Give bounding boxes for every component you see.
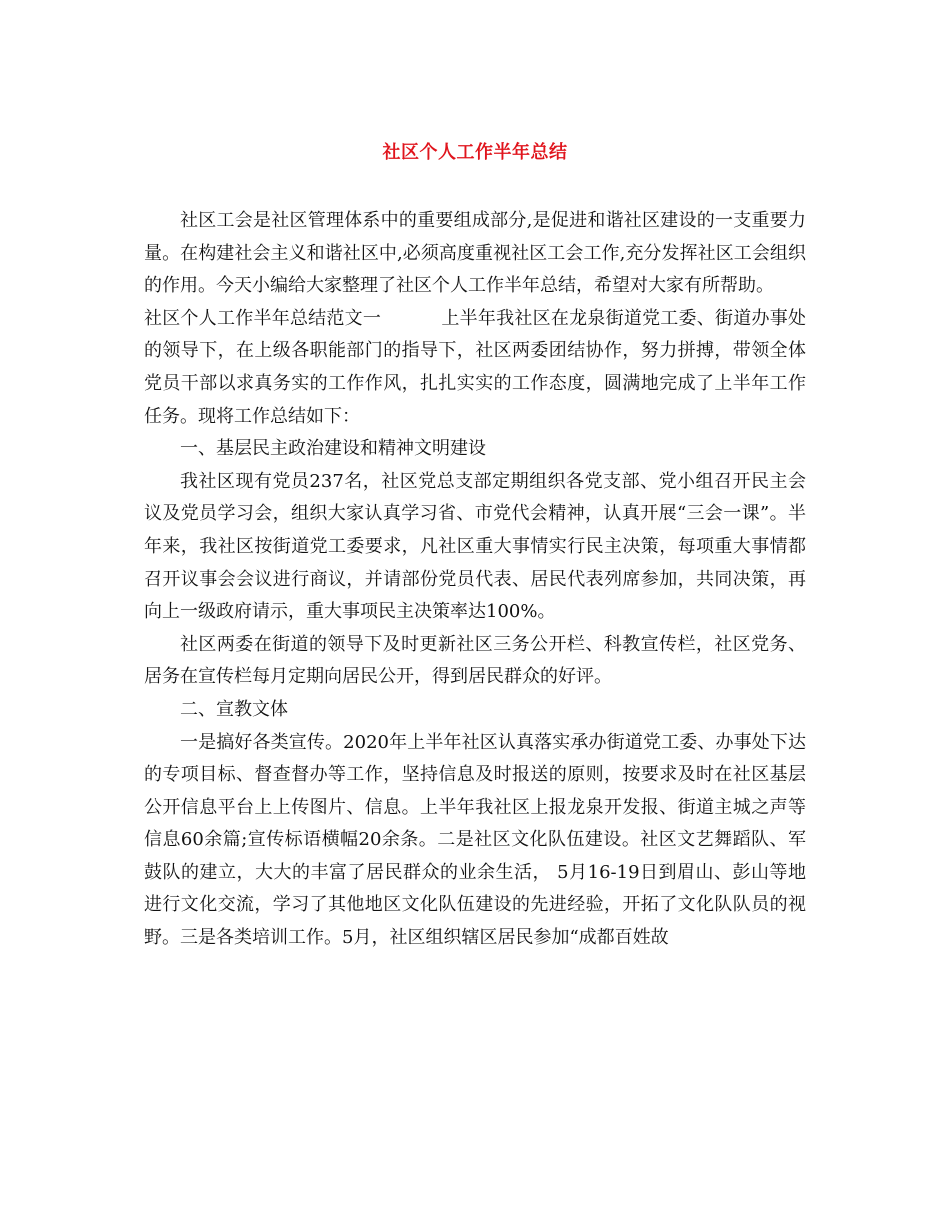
section1-heading: 一、基层民主政治建设和精神文明建设	[180, 438, 486, 460]
sample-heading: 社区个人工作半年总结范文一	[144, 307, 382, 329]
sample-paragraph	[144, 303, 806, 433]
section1-paragraph-1: 我社区现有党员237名，社区党总支部定期组织各党支部、党小组召开民主会议及党员学习会，组织大家认真学习省、市党代会精神，认真开展“三会一课”。半年来，我社区按街道党工委要求，凡社区重大事情实行民主决策，每项重大事情都召开议事会会议进行商议，并请部份党员代表、居民代表列席参加，共同决策，再向上一级政府请示，重大事项民主决策率达100%。	[144, 470, 806, 623]
section2-heading: 二、宣教文体	[180, 698, 288, 720]
section1-paragraph-2: 社区两委在街道的领导下及时更新社区三务公开栏、科教宣传栏，社区党务、居务在宣传栏每月定期向居民公开，得到居民群众的好评。	[144, 633, 806, 688]
document-title: 社区个人工作半年总结	[382, 142, 568, 163]
intro-paragraph: 社区工会是社区管理体系中的重要组成部分,是促进和谐社区建设的一支重要力量。在构建社会主义和谐社区中,必须高度重视社区工会工作,充分发挥社区工会组织的作用。今天小编给大家整理了社区个人工作半年总结，希望对大家有所帮助。	[144, 210, 806, 297]
sample-body: 上半年我社区在龙泉街道党工委、街道办事处的领导下，在上级各职能部门的指导下，社区两委团结协作，努力拼搏，带领全体党员干部以求真务实的工作作风，扎扎实实的工作态度，圆满地完成了上半年工作任务。现将工作总结如下：	[144, 307, 807, 427]
document-body	[144, 205, 806, 955]
section2-paragraph-1: 一是搞好各类宣传。2020年上半年社区认真落实承办街道党工委、办事处下达的专项目标、督查督办等工作，坚持信息及时报送的原则，按要求及时在社区基层公开信息平台上上传图片、信息。上半年我社区上报龙泉开发报、街道主城之声等信息60余篇;宣传标语横幅20余条。二是社区文化队伍建设。社区文艺舞蹈队、军鼓队的建立，大大的丰富了居民群众的业余生活， 5月16-19日到眉山、彭山等地进行文化交流，学习了其他地区文化队伍建设的先进经验，开拓了文化队队员的视野。三是各类培训工作。5月，社区组织辖区居民参加“成都百姓故	[144, 731, 806, 949]
